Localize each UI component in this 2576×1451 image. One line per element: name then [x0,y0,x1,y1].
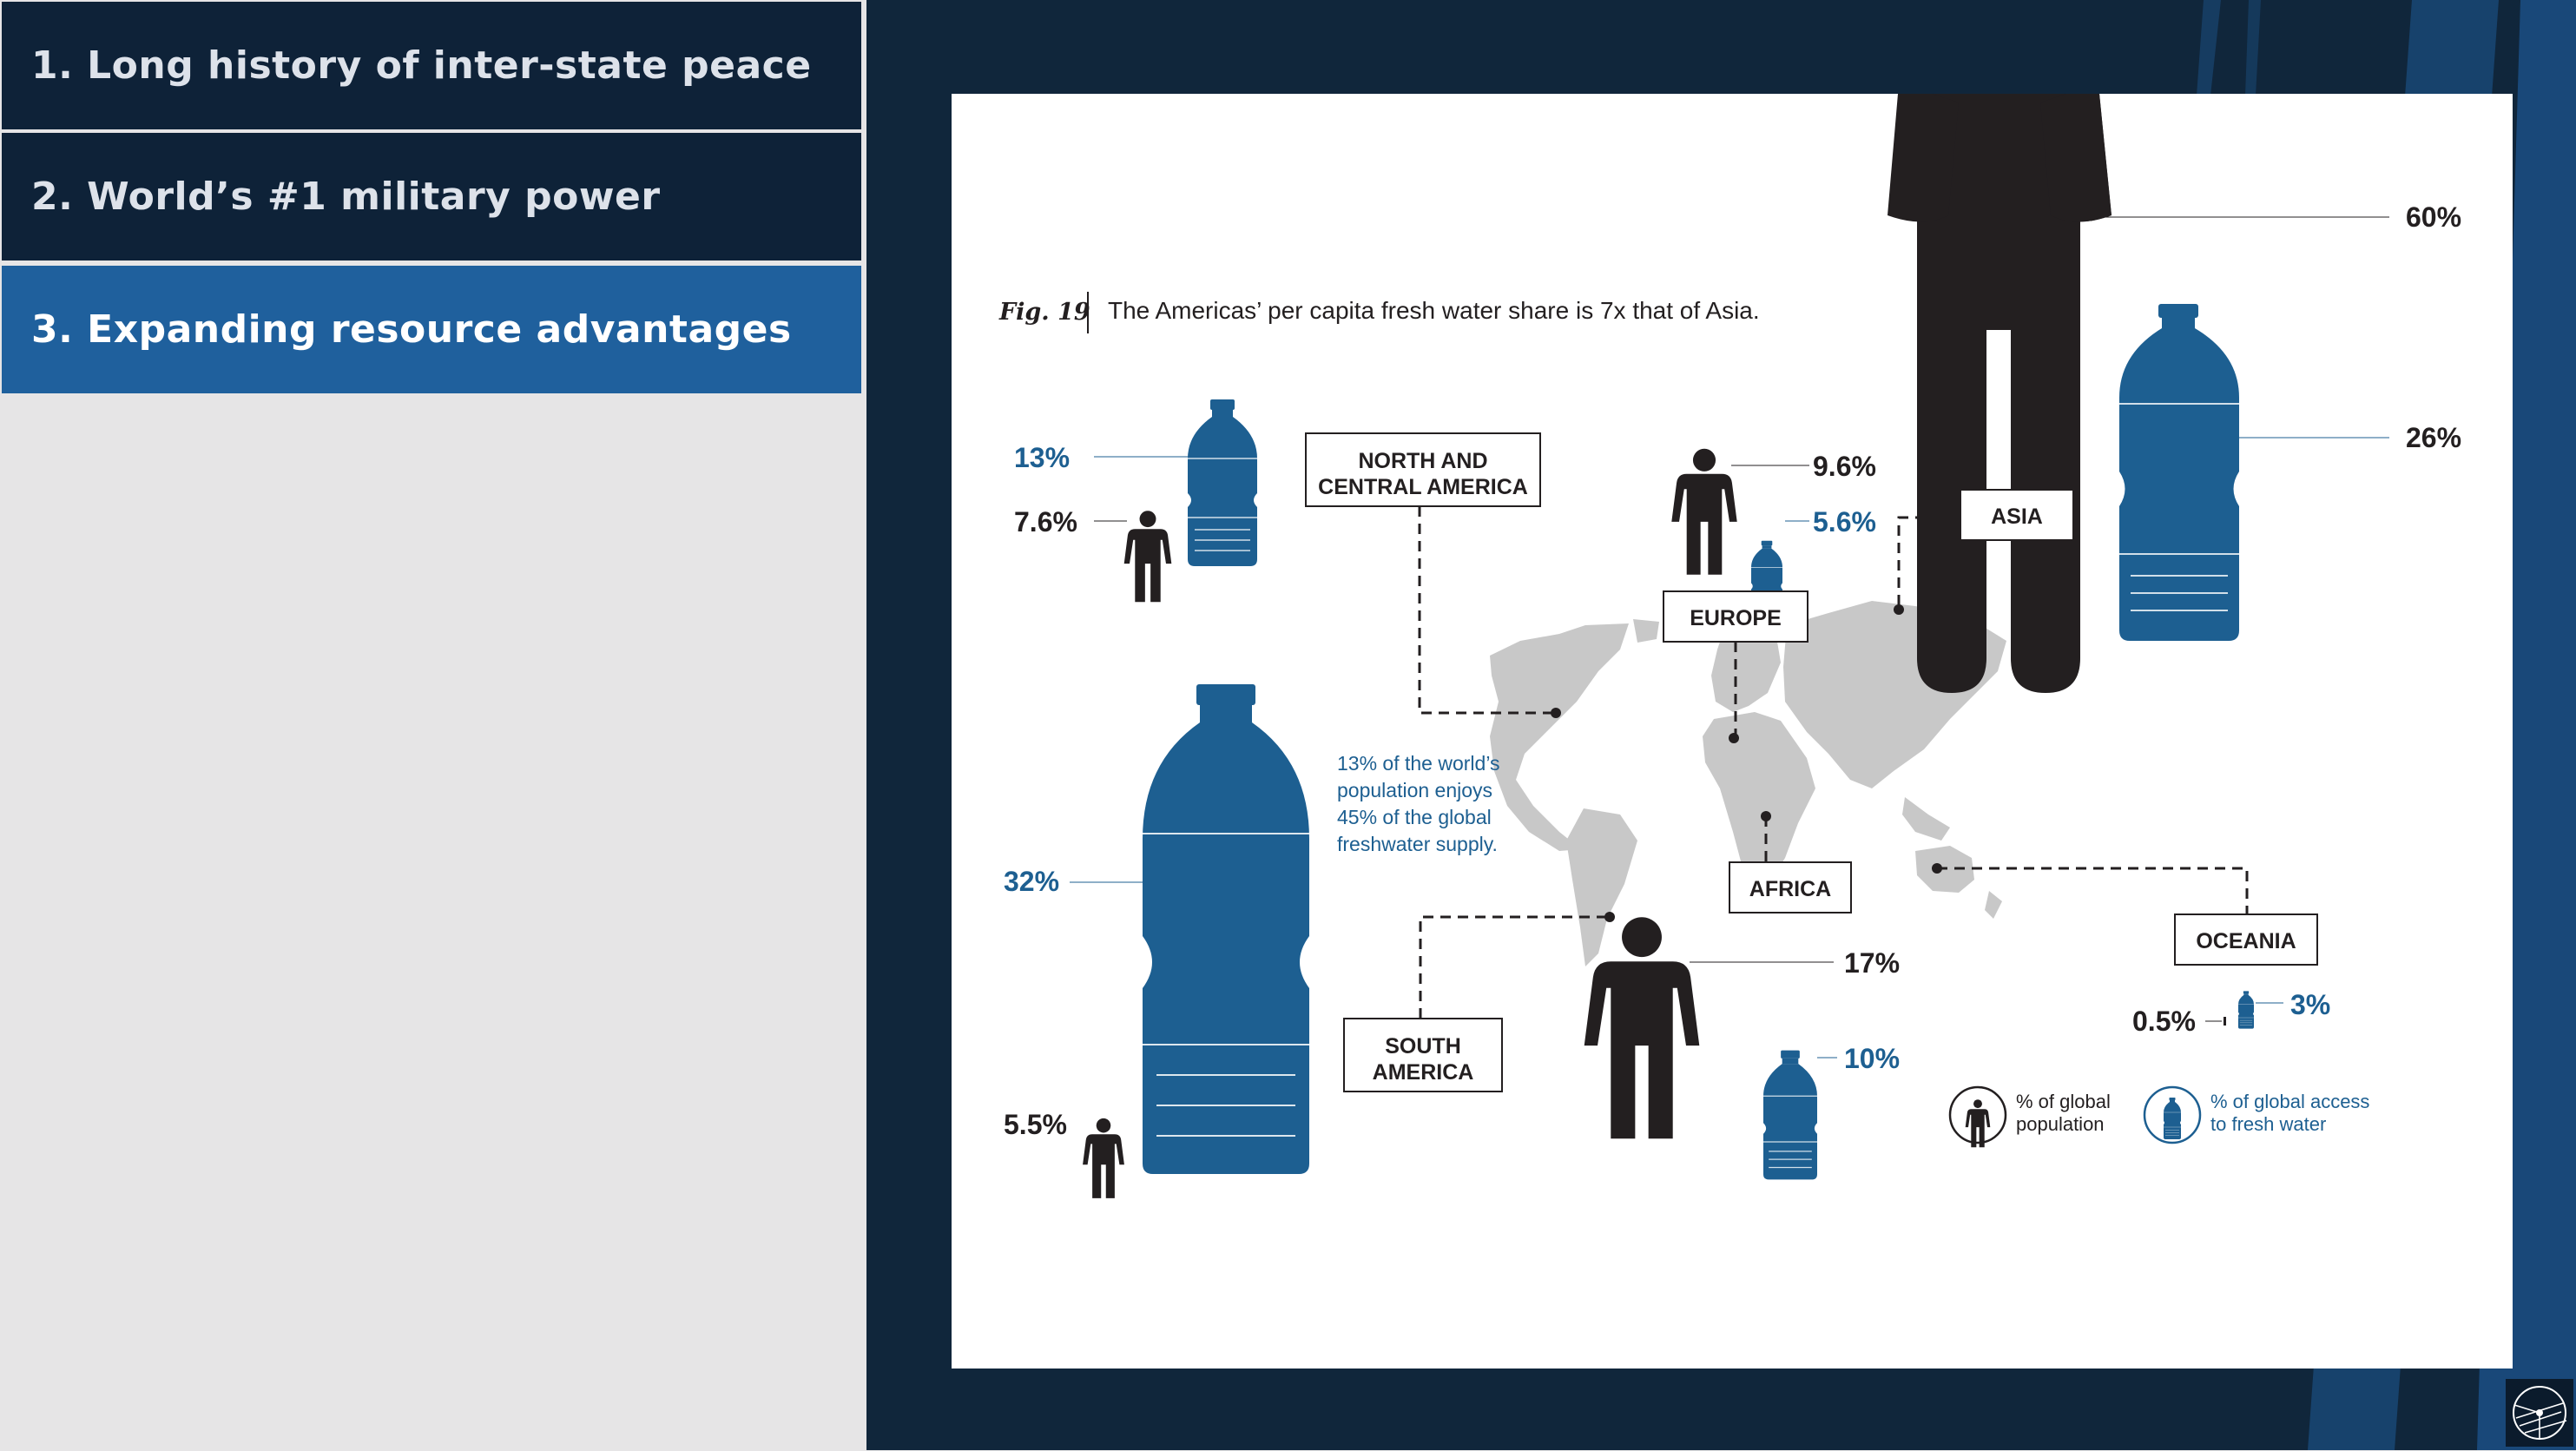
svg-text:% of global: % of global [2016,1091,2111,1112]
svg-text:45% of the global: 45% of the global [1337,806,1492,828]
svg-text:population: population [2016,1113,2105,1135]
oceania-water-value: 3% [2290,989,2331,1020]
legend-water [2144,1087,2369,1143]
asia-label: ASIA [1991,505,2043,529]
europe-person-icon [1671,449,1736,575]
south-america-population-value: 5.5% [1004,1109,1067,1140]
africa-water-value: 10% [1844,1043,1901,1074]
figure-caption: The Americas’ per capita fresh water share is 7x that of Asia. [1108,297,1760,324]
north-america-water-bottle-icon [1188,399,1257,566]
africa-person-icon [1584,917,1700,1138]
infographic-slide [952,94,2513,1369]
north-america-label-line2: CENTRAL AMERICA [1318,475,1528,499]
oceania-person-icon [2224,1017,2226,1026]
europe-label: EUROPE [1690,606,1782,630]
nav-item-inter-state-peace[interactable] [2,2,861,129]
compass-rose-logo-icon[interactable] [2506,1379,2573,1447]
oceania-population-value: 0.5% [2132,1006,2196,1037]
oceania-label: OCEANIA [2196,929,2296,953]
north-america-population-value: 7.6% [1014,506,1077,538]
africa-population-value: 17% [1844,947,1901,979]
asia-population-value: 60% [2406,201,2462,233]
europe-population-value: 9.6% [1813,451,1876,482]
north-america-label-line1: NORTH AND [1358,449,1488,473]
sidebar-nav [0,0,865,1450]
svg-text:13% of the world’s: 13% of the world’s [1337,752,1500,775]
figure-label: Fig. 19 [999,299,1090,326]
nav-item-label: 1. Long history of inter-state peace [31,43,812,88]
legend-population [1950,1087,2111,1147]
south-america-water-value: 32% [1004,866,1060,897]
north-america-water-value: 13% [1014,442,1071,473]
nav-item-military-power[interactable] [2,133,861,261]
north-america-person-icon [1124,511,1172,602]
nav-item-label: 3. Expanding resource advantages [31,307,792,352]
south-america-label-line2: AMERICA [1372,1060,1474,1085]
asia-water-value: 26% [2406,422,2462,453]
south-america-water-bottle-icon [1143,684,1309,1174]
africa-water-bottle-icon [1763,1051,1817,1180]
nav-item-label: 2. World’s #1 military power [31,175,661,219]
asia-water-bottle-icon [2119,304,2239,641]
oceania-water-bottle-icon [2238,991,2254,1028]
europe-water-value: 5.6% [1813,506,1876,538]
oceania-connector [1937,868,2247,914]
nav-item-resource-advantages[interactable] [2,266,861,393]
africa-label: AFRICA [1749,877,1832,901]
freshwater-callout [1337,752,1500,855]
south-america-person-icon [1083,1118,1124,1198]
svg-text:freshwater supply.: freshwater supply. [1337,833,1498,855]
svg-text:% of global access: % of global access [2210,1091,2370,1112]
south-america-label-line1: SOUTH [1385,1034,1461,1059]
svg-text:to fresh water: to fresh water [2210,1113,2327,1135]
freshwater-infographic [952,94,2513,1369]
svg-text:population enjoys: population enjoys [1337,779,1493,801]
